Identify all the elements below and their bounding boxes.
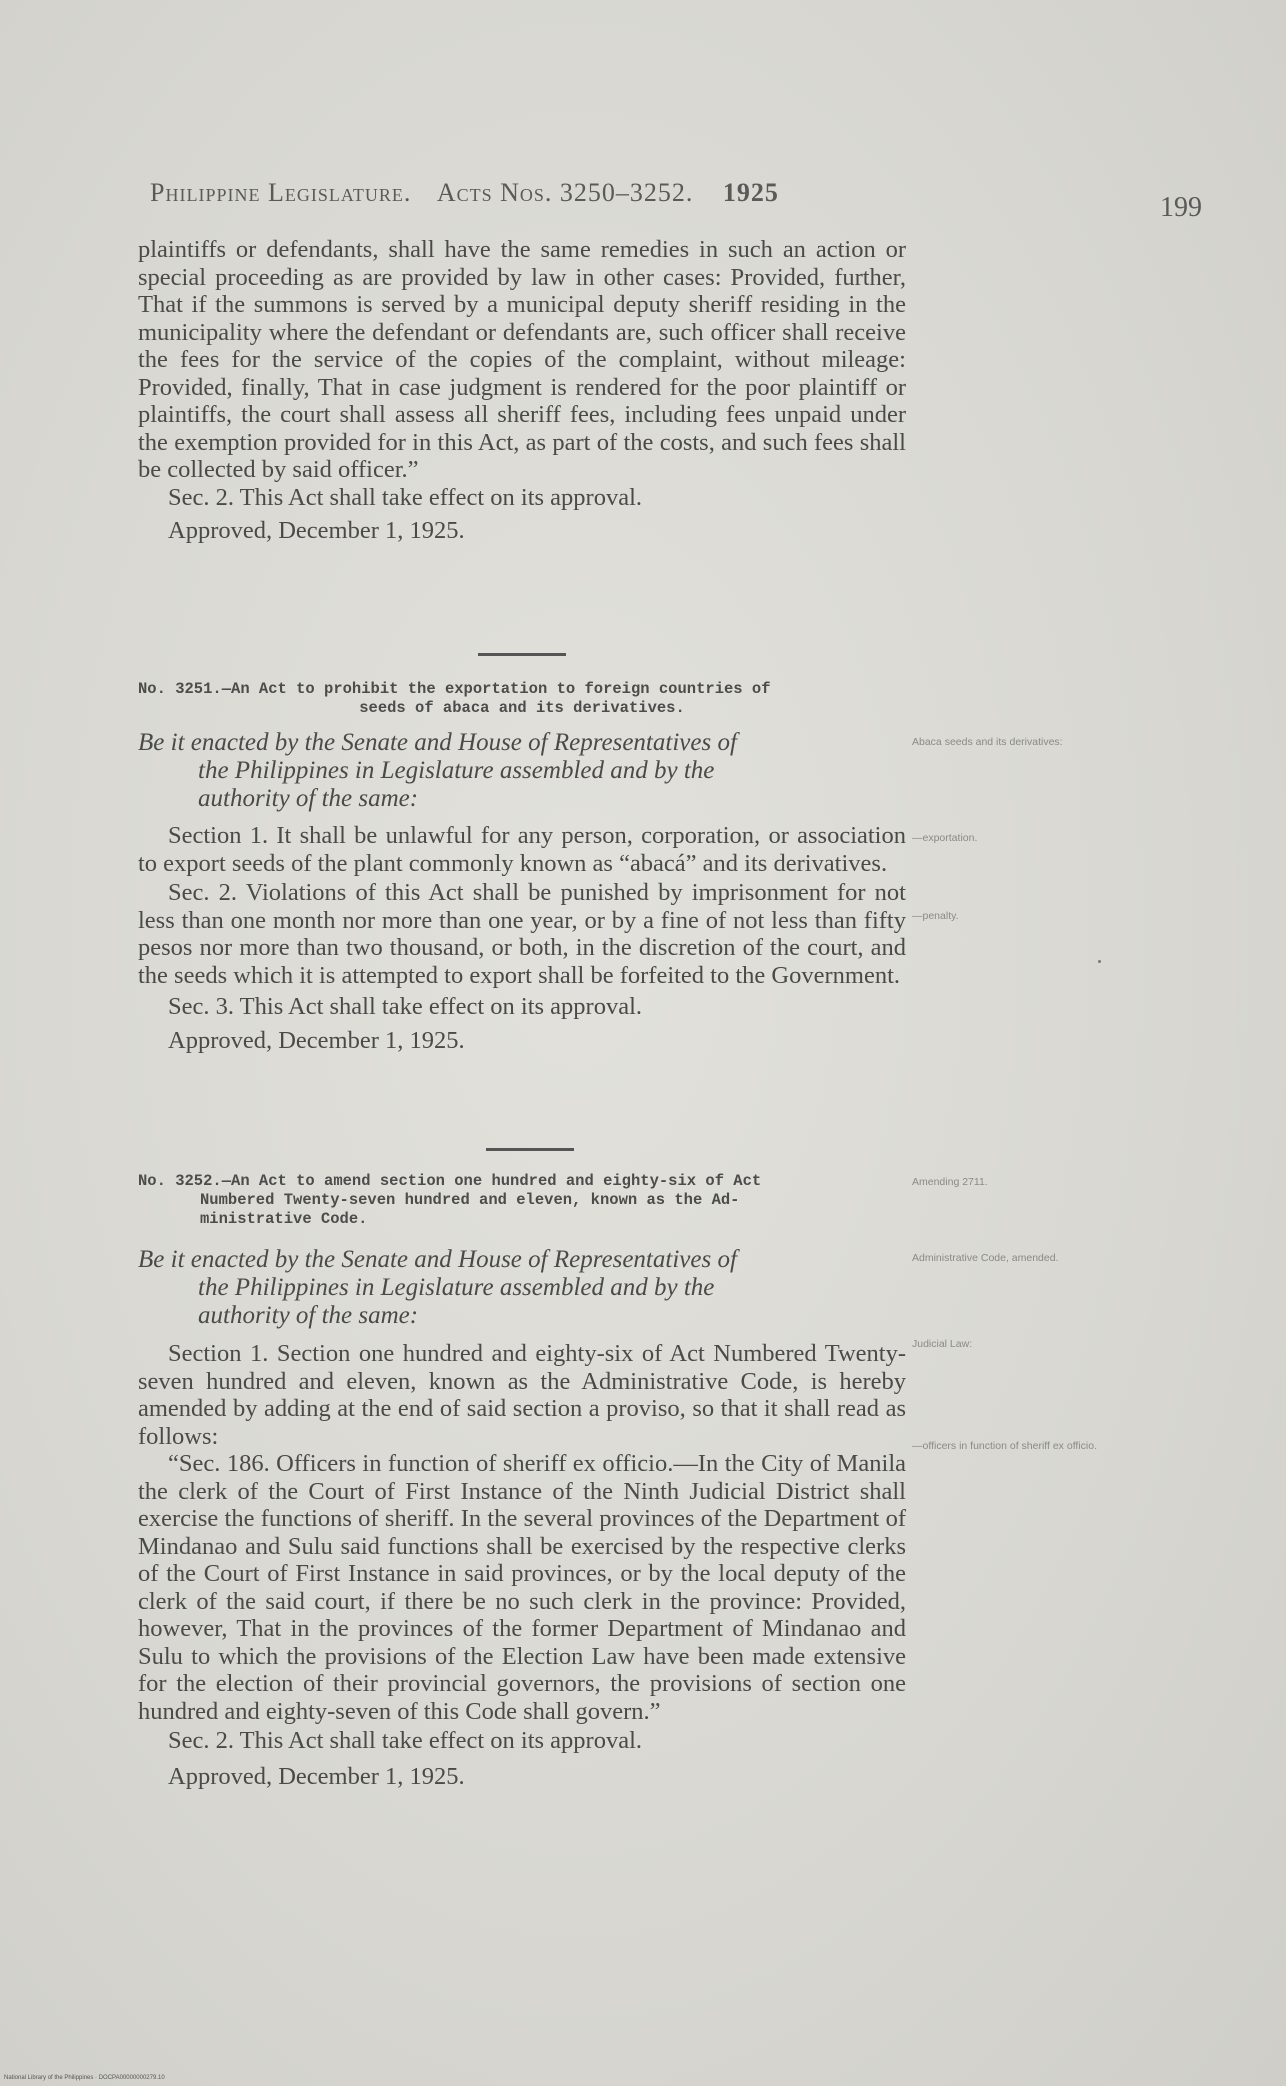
act-3250-approved: Approved, December 1, 1925. [168, 517, 465, 544]
act-3252-section1: Section 1. Section one hundred and eighty-six of Act Numbered Twenty-seven hundred and eleven, known as the Administrative Code, is hereby amended by adding at the end of said section a proviso, so that it shall read as follows: [138, 1340, 906, 1450]
act-3252-enacting-clause [138, 1246, 906, 1330]
act-3252-heading-line1: No. 3252.—An Act to amend section one hundred and eighty-six of Act [138, 1172, 762, 1190]
running-head [150, 178, 890, 208]
act-3252-heading [138, 1172, 906, 1229]
act-3251-heading-line1: No. 3251.—An Act to prohibit the exportation to foreign countries of [138, 680, 771, 698]
act-3252-enact-line1: Be it enacted by the Senate and House of Representatives of [138, 1246, 737, 1273]
act-3251-section1: Section 1. It shall be unlawful for any person, corporation, or association to export seeds of the plant commonly known as “abacá” and its derivatives. [138, 822, 906, 877]
section-divider [478, 653, 566, 656]
running-head-year: 1925 [722, 178, 779, 207]
act-3251-sec3: Sec. 3. This Act shall take effect on its approval. [168, 993, 643, 1020]
act-3251-enacting-clause [138, 729, 906, 813]
paper-speck [1098, 960, 1101, 963]
act-3251-note-1: Abaca seeds and its derivatives: [912, 736, 1063, 748]
act-3250-continuation [138, 236, 906, 545]
act-3252-body [138, 1340, 906, 1790]
running-head-title: Philippine Legislature. [150, 178, 412, 207]
act-3252-enact-line3: authority of the same: [198, 1302, 419, 1329]
act-3251-body [138, 822, 906, 1054]
scan-footer: National Library of the Philippines · DOCPA00000000279.10 [4, 2075, 165, 2081]
act-3252-approved: Approved, December 1, 1925. [168, 1762, 465, 1790]
page-number: 199 [1160, 192, 1202, 223]
running-head-acts: Acts Nos. 3250–3252. [436, 178, 694, 207]
act-3251-sec2: Sec. 2. Violations of this Act shall be punished by imprisonment for not less than one month nor more than one year, or by a fine of not less than fifty pesos nor more than two thousand, or both, in the discretion of the court, and the seeds which it is attempted to export shall be forfeited to the Government. [138, 879, 906, 989]
act-3251-heading-line2: seeds of abaca and its derivatives. [359, 699, 685, 717]
act-3251-enact-line2: the Philippines in Legislature assembled and by the [198, 757, 715, 784]
act-3252-enact-line2: the Philippines in Legislature assembled and by the [198, 1274, 715, 1301]
act-3251-enact-line1: Be it enacted by the Senate and House of Representatives of [138, 729, 737, 756]
act-3252-sec186: “Sec. 186. Officers in function of sheriff ex officio.—In the City of Manila the clerk of the Court of First Instance of the Ninth Judicial District shall exercise the functions of sheriff. In the several provinces of the Department of Mindanao and Sulu said functions shall be exercised by the respective clerks of the Court of First Instance in said provinces, or by the local deputy of the clerk of the said court, if there be no such clerk in the province: Provided, however, That in the provinces of the former Department of Mindanao and Sulu to which the provisions of the Election Law have been made extensive for the election of their provincial governors, the provisions of section one hundred and eighty-seven of this Code shall govern.” [138, 1450, 906, 1725]
act-3251-note-2: —exportation. [912, 832, 978, 844]
section-divider [486, 1148, 574, 1151]
act-3252-note-1: Amending 2711. [912, 1176, 988, 1188]
act-3251-note-3: —penalty. [912, 910, 959, 922]
act-3252-sec2: Sec. 2. This Act shall take effect on its approval. [168, 1727, 643, 1754]
act-3251-approved: Approved, December 1, 1925. [168, 1026, 465, 1054]
act-3252-note-2: Administrative Code, amended. [912, 1252, 1059, 1264]
act-3252-heading-line3: ministrative Code. [200, 1210, 368, 1228]
act-3250-paragraph: plaintiffs or defendants, shall have the same remedies in such an action or special proceeding as are provided by law in other cases: Provided, further, That if the summons is served by a municipal deputy sheriff residing in the municipality where the defendant or defendants are, such officer shall receive the fees for the service of the copies of the complaint, without mileage: Provided, finally, That in case judgment is rendered for the poor plaintiff or plaintiffs, the court shall assess all sheriff fees, including fees unpaid under the exemption provided for in this Act, as part of the costs, and such fees shall be collected by said officer.” [138, 236, 906, 483]
act-3252-note-4: —officers in function of sheriff ex officio. [912, 1440, 1098, 1452]
act-3252-heading-line2: Numbered Twenty-seven hundred and eleven, known as the Ad- [200, 1191, 740, 1209]
act-3252-note-3: Judicial Law: [912, 1338, 973, 1350]
act-3251-enact-line3: authority of the same: [198, 785, 419, 812]
act-3251-heading [138, 680, 906, 718]
act-3250-sec2: Sec. 2. This Act shall take effect on its approval. [168, 483, 643, 511]
